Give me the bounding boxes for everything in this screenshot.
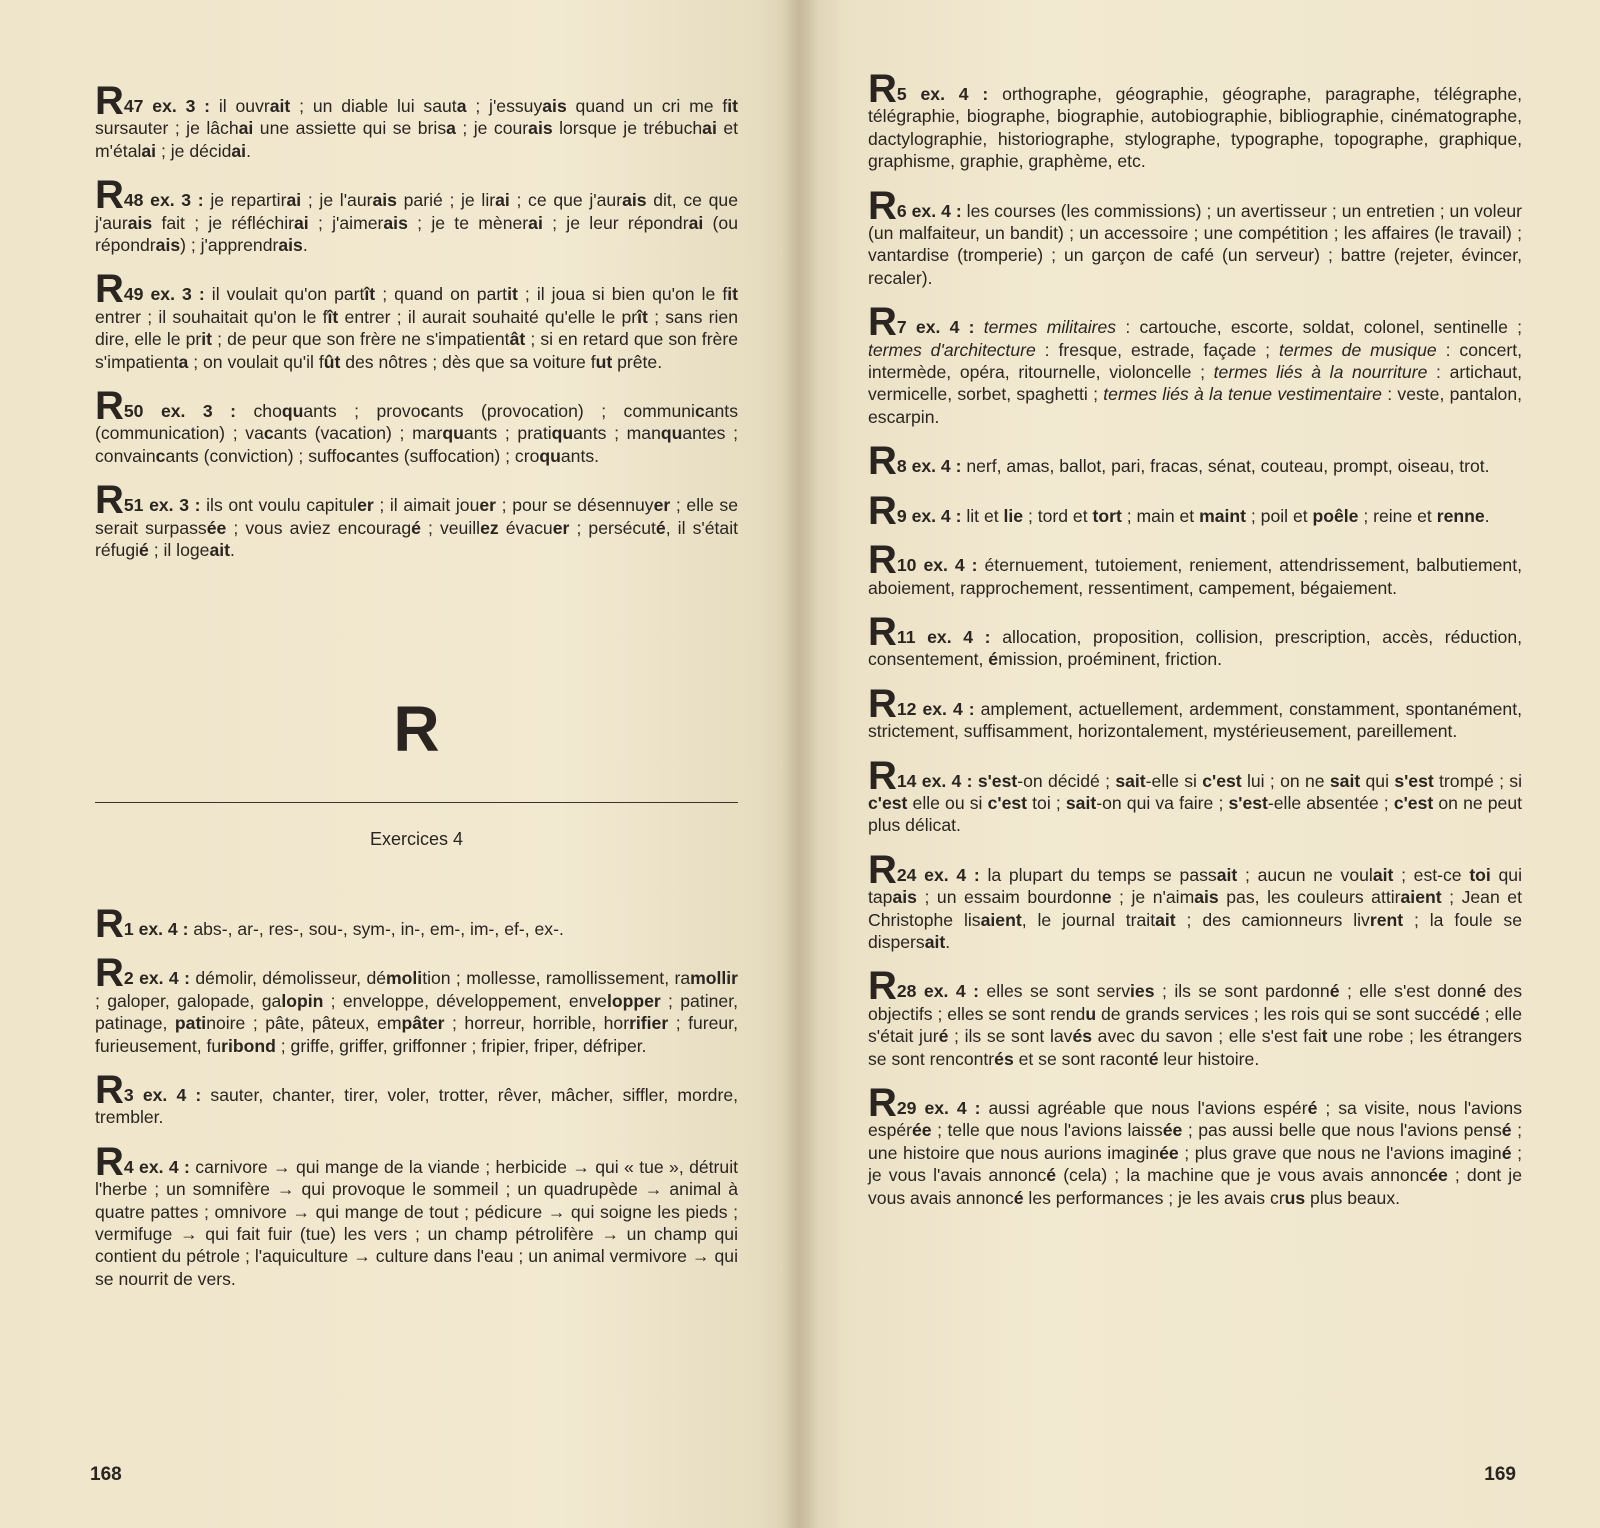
- entry-body: aussi agréable que nous l'avions espéré ; sa visite, nous l'avions espérée ; telle que nous l'avions laissée ; pas aussi belle que nous l'avions pensé ; une histoire que nous aurions imaginée ; plus grave que nous ne l'avions imaginé ; je vous l'avais annoncé (cela) ; la machine que je vous avais annoncée ; dont je vous avais annoncé les performances ; je les avais crus plus beaux.: [868, 1098, 1522, 1208]
- entry-body: sauter, chanter, tirer, voler, trotter, rêver, mâcher, siffler, mordre, trembler.: [95, 1085, 739, 1128]
- entry-number: 29: [896, 1098, 917, 1118]
- entry-body: éternuement, tutoiement, reniement, attendrissement, balbutiement, aboiement, rapprochement, ressentiment, campement, bégaiement.: [868, 555, 1522, 598]
- entry-body: elles se sont servies ; ils se sont pardonné ; elle s'est donné des objectifs ; elles se sont rendu de grands services ; les rois qui se sont succédé ; elle s'était juré ; ils se sont lavés avec du savon ; elle s'est fait une robe ; les étrangers se sont rencontrés et se sont raconté leur histoire.: [868, 981, 1522, 1069]
- answer-entry: [95, 1068, 739, 1129]
- entry-body: allocation, proposition, collision, prescription, accès, réduction, consentement, émission, proéminent, friction.: [868, 626, 1522, 670]
- entry-initial: R: [868, 1081, 896, 1125]
- entry-initial: R: [868, 609, 896, 654]
- entry-initial: R: [868, 488, 896, 533]
- section-title: Exercices 4: [369, 829, 464, 849]
- entry-number: 14: [896, 770, 917, 791]
- entry-reference: [897, 865, 988, 885]
- entry-exercise: ex. 4 :: [916, 698, 981, 719]
- entry-exercise: ex. 4 :: [916, 555, 985, 576]
- entry-body: les courses (les commissions) ; un avertisseur ; un entretien ; un voleur (un malfaiteur, un bandit) ; un accessoire ; une compétition ; les affaires (le travail) ; vantardise (tromperie) ; un garçon de café (un serveur) ; battre (rejeter, évincer, recaler).: [868, 200, 1523, 288]
- entry-reference: [897, 771, 978, 791]
- page-number-left: 168: [90, 1464, 122, 1485]
- entry-initial: R: [95, 267, 123, 312]
- entry-exercise: ex. 4 :: [133, 1156, 196, 1177]
- answer-entry: [868, 1081, 1522, 1209]
- entry-number: 12: [896, 698, 917, 719]
- entry-initial: R: [95, 79, 123, 123]
- entry-initial: R: [95, 478, 123, 523]
- entry-reference: [124, 495, 206, 515]
- answer-entry: [868, 67, 1522, 173]
- entry-reference: [897, 699, 981, 719]
- entry-body: lit et lie ; tord et tort ; main et maint ; poil et poêle ; reine et renne.: [966, 505, 1490, 526]
- entry-exercise: ex. 4 :: [915, 626, 1003, 647]
- entry-number: 11: [896, 626, 916, 647]
- entry-number: 6: [896, 200, 907, 221]
- entry-reference: [124, 190, 210, 210]
- entry-body: amplement, actuellement, ardemment, constamment, spontanément, strictement, suffisamment, horizontalement, mystérieusement, pareillement.: [868, 698, 1522, 742]
- entry-exercise: ex. 4 :: [916, 1098, 989, 1118]
- entry-body: il ouvrait ; un diable lui sauta ; j'essuyais quand un cri me fit sursauter ; je lâchai une assiette qui se brisa ; je courais lorsque je trébuchai et m'étalai ; je décidai.: [95, 96, 738, 161]
- entry-body: orthographe, géographie, géographe, paragraphe, télégraphe, télégraphie, biographe, biographie, autobiographie, bibliographie, cinématographe, dactylographie, historiographe, stylographe, typographe, topographe, graphique, graphisme, graphie, graphème, etc.: [868, 84, 1522, 172]
- entry-exercise: ex. 3 :: [143, 284, 212, 305]
- entry-initial: R: [95, 951, 123, 996]
- page-number-right: 169: [1484, 1464, 1516, 1485]
- entry-exercise: ex. 4 :: [916, 770, 978, 791]
- entry-body: je repartirai ; je l'aurais parié ; je lirai ; ce que j'aurais dit, ce que j'aurais fait ; je réfléchirai ; j'aimerais ; je te mènerai ; je leur répondrai (ou répondrais) ; j'apprendrais.: [95, 190, 739, 256]
- entry-reference: [897, 506, 966, 526]
- entry-body: carnivore → qui mange de la viande ; herbicide → qui « tue », détruit l'herbe ; un somnifère → qui provoque le sommeil ; un quadrupède → animal à quatre pattes ; omnivore → qui mange de tout ; pédicure → qui soigne les pieds ; vermifuge → qui fait fuir (tue) les vers ; un champ pétrolifère → un champ qui contient du pétrole ; l'aquiculture → culture dans l'eau ; un animal vermivore → qui se nourrit de vers.: [95, 1156, 738, 1289]
- entry-initial: R: [868, 67, 896, 111]
- entry-body: termes militaires : cartouche, escorte, soldat, colonel, sentinelle ; termes d'architecture : fresque, estrade, façade ; termes de musique : concert, intermède, opéra, ritournelle, violoncelle ; termes liés à la nourriture : artichaut, vermicelle, sorbet, spaghetti ; termes liés à la tenue vestimentaire : veste, pantalon, escarpin.: [868, 317, 1523, 427]
- entry-number: 49: [123, 284, 144, 305]
- answer-entry: [95, 902, 738, 946]
- answer-entry: [95, 79, 738, 162]
- entry-number: 9: [896, 505, 907, 526]
- entry-initial: R: [868, 439, 896, 484]
- entry-body: il voulait qu'on partît ; quand on partit ; il joua si bien qu'on le fit entrer ; il souhaitait qu'on le fît entrer ; il aurait souhaité qu'elle le prît ; sans rien dire, elle le prit ; de peur que son frère ne s'impatientât ; si en retard que son frère s'impatienta ; on voulait qu'il fût des nôtres ; dès que sa voiture fut prête.: [95, 284, 739, 372]
- answer-entry: [95, 384, 738, 467]
- entry-number: 28: [896, 981, 917, 1002]
- entry-exercise: ex. 3 :: [143, 495, 207, 516]
- entry-initial: R: [868, 847, 896, 892]
- entry-reference: [124, 284, 212, 304]
- entry-exercise: ex. 4 :: [906, 456, 967, 477]
- answer-entry: [868, 439, 1522, 484]
- entry-number: 10: [896, 555, 917, 576]
- entry-number: 3: [123, 1085, 134, 1106]
- entry-initial: R: [95, 1139, 123, 1184]
- entry-initial: R: [95, 902, 123, 946]
- entry-body: nerf, amas, ballot, pari, fracas, sénat, couteau, prompt, oiseau, trot.: [966, 456, 1490, 477]
- answer-entry: [868, 753, 1523, 837]
- answer-entry: [868, 300, 1523, 428]
- entry-body: choquants ; provocants (provocation) ; communicants (communication) ; vacants (vacation) ; marquants ; pratiquants ; manquantes ; convaincants (conviction) ; suffocantes (suffocation) ; croquants.: [95, 401, 738, 466]
- entry-initial: R: [868, 681, 896, 726]
- entry-number: 50: [123, 401, 144, 422]
- entry-initial: R: [95, 1068, 123, 1113]
- entry-number: 2: [123, 968, 134, 989]
- entry-body: ils ont voulu capituler ; il aimait jouer ; pour se désennuyer ; elle se serait surpassée ; vous aviez encouragé ; veuillez évacuer ; persécuté, il s'était réfugié ; il logeait.: [95, 495, 739, 561]
- entry-body: démolir, démolisseur, démolition ; mollesse, ramollissement, ramollir ; galoper, galopade, galopin ; enveloppe, développement, envelopper ; patiner, patinage, patinoire ; pâte, pâteux, empâter ; horreur, horrible, horrifier ; fureur, furieusement, furibond ; griffe, griffer, griffonner ; fripier, friper, défriper.: [95, 968, 739, 1056]
- entries-top: [95, 79, 739, 590]
- answer-entry: [868, 538, 1522, 599]
- entry-exercise: ex. 3 :: [143, 190, 211, 211]
- entry-body: la plupart du temps se passait ; aucun ne voulait ; est-ce toi qui tapais ; un essaim bourdonne ; je n'aimais pas, les couleurs attiraient ; Jean et Christophe lisaient, le journal traitait ; des camionneurs livrent ; la foule se dispersait.: [868, 864, 1523, 952]
- answer-entry: [95, 267, 739, 373]
- entry-exercise: ex. 4 :: [906, 317, 984, 338]
- answer-entry: [95, 478, 739, 561]
- entry-initial: R: [868, 753, 896, 798]
- entry-reference: [897, 201, 967, 221]
- entry-initial: R: [95, 173, 123, 218]
- entry-number: 4: [123, 1156, 134, 1177]
- answer-entry: [95, 951, 739, 1057]
- answer-entry: [868, 183, 1523, 290]
- entry-exercise: ex. 3 :: [143, 401, 254, 422]
- entries-bottom: [95, 902, 739, 1290]
- entry-exercise: ex. 4 :: [916, 981, 987, 1002]
- answer-entry: [868, 847, 1523, 954]
- entry-reference: [124, 968, 195, 988]
- answer-entry: [868, 964, 1522, 1070]
- entry-reference: [897, 1098, 989, 1118]
- answer-entry: [95, 1139, 738, 1290]
- entry-exercise: ex. 4 :: [133, 919, 194, 939]
- entry-number: 51: [123, 495, 144, 516]
- entry-reference: [897, 456, 966, 476]
- entry-exercise: ex. 4 :: [133, 1085, 211, 1106]
- entry-exercise: ex. 4 :: [906, 505, 967, 526]
- entry-reference: [124, 401, 254, 421]
- answer-entry: [868, 488, 1522, 533]
- entry-initial: R: [868, 964, 896, 1009]
- entry-number: 7: [896, 317, 907, 338]
- entry-reference: [897, 317, 984, 337]
- entry-reference: [124, 96, 219, 116]
- entry-number: 48: [123, 190, 144, 211]
- section-rule: [95, 802, 738, 803]
- entry-reference: [897, 627, 1002, 647]
- entry-exercise: ex. 4 :: [916, 864, 988, 885]
- answer-entry: [868, 609, 1522, 671]
- entry-reference: [897, 84, 1002, 104]
- entry-number: 8: [896, 456, 907, 477]
- entry-number: 24: [896, 864, 917, 885]
- entry-initial: R: [868, 183, 896, 228]
- entry-exercise: ex. 4 :: [906, 200, 967, 221]
- page-right: [800, 0, 1600, 1528]
- entry-exercise: ex. 4 :: [906, 84, 1003, 104]
- entry-initial: R: [95, 384, 123, 429]
- entry-body: abs-, ar-, res-, sou-, sym-, in-, em-, im-, ef-, ex-.: [193, 919, 564, 939]
- entry-exercise: ex. 4 :: [133, 968, 196, 989]
- entry-number: 5: [896, 84, 907, 104]
- entry-reference: [124, 1085, 211, 1105]
- section-letter: R: [393, 693, 440, 765]
- entry-reference: [897, 555, 985, 575]
- entry-reference: [124, 919, 193, 939]
- entry-number: 47: [123, 96, 144, 116]
- entry-number: 1: [123, 919, 134, 939]
- answer-entry: [868, 681, 1522, 743]
- entry-body: s'est-on décidé ; sait-elle si c'est lui ; on ne sait qui s'est trompé ; si c'est elle ou si c'est toi ; sait-on qui va faire ; s'est-elle absentée ; c'est on ne peut plus délicat.: [868, 770, 1523, 836]
- entry-initial: R: [868, 300, 896, 345]
- entry-exercise: ex. 3 :: [143, 96, 219, 116]
- answer-entry: [95, 173, 739, 256]
- entries-right: [868, 67, 1523, 1209]
- entry-reference: [124, 1157, 195, 1177]
- entry-reference: [897, 981, 987, 1001]
- entry-initial: R: [868, 538, 896, 583]
